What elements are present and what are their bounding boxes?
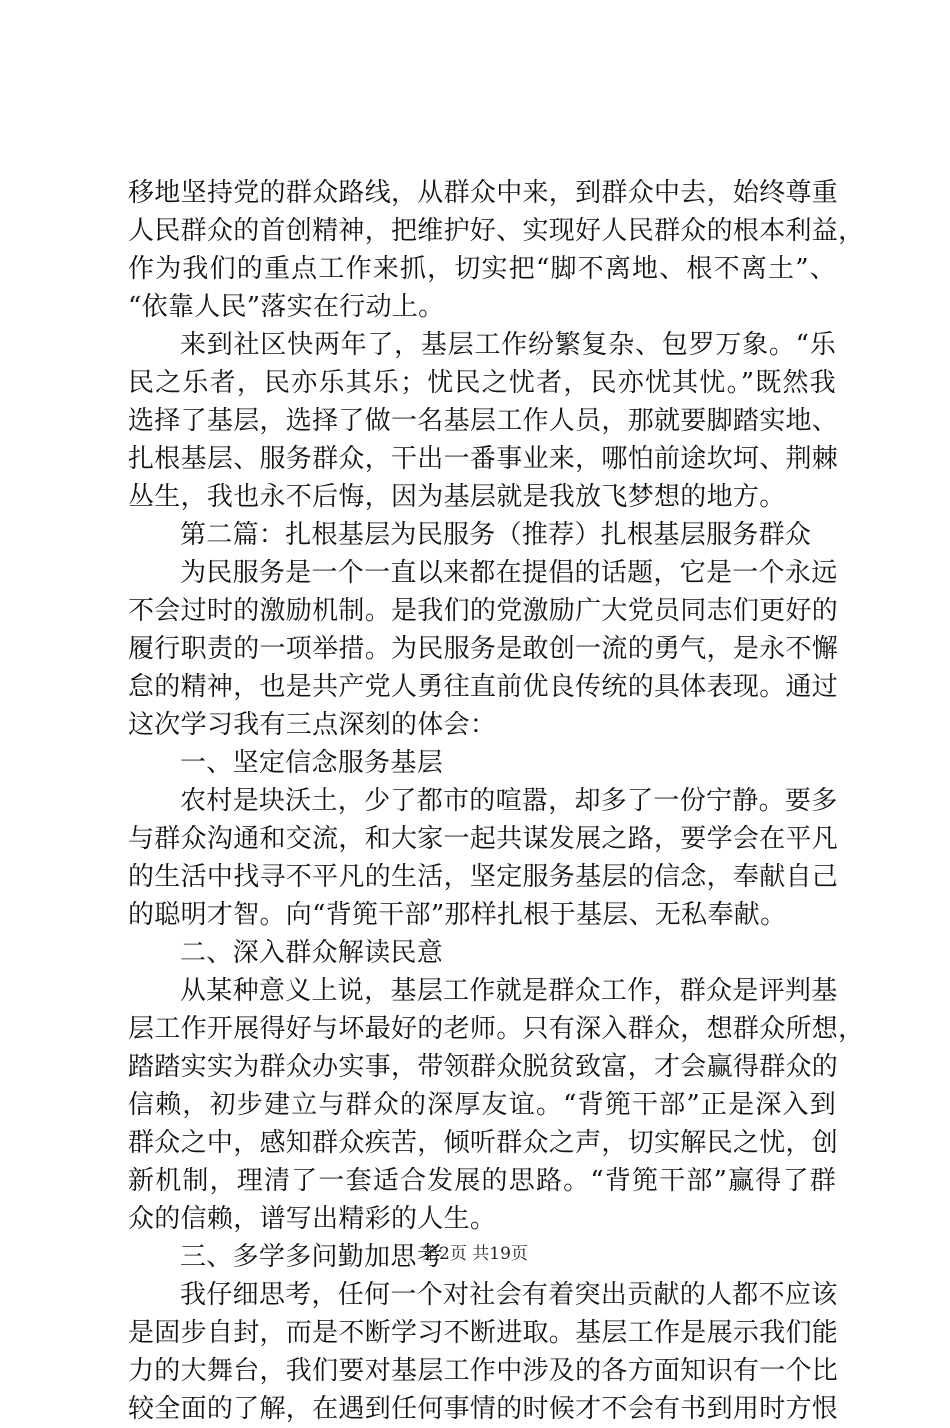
- text-line: 二、深入群众解读民意: [180, 938, 444, 968]
- text-line: 不会过时的激励机制。是我们的党激励广大党员同志们更好的: [128, 596, 839, 626]
- text-line: 信赖，初步建立与群众的深厚友谊。“背篼干部”正是深入到: [128, 1090, 836, 1120]
- text-line: 的聪明才智。向“背篼干部”那样扎根于基层、无私奉献。: [128, 900, 787, 930]
- document-body: [128, 174, 865, 1428]
- text-line: “依靠人民”落实在行动上。: [128, 292, 445, 322]
- text-line: 丛生，我也永不后悔，因为基层就是我放飞梦想的地方。: [128, 482, 786, 512]
- text-line: 踏踏实实为群众办实事，带领群众脱贫致富，才会赢得群众的: [128, 1052, 839, 1082]
- text-line: 为民服务是一个一直以来都在提倡的话题，它是一个永远: [180, 558, 838, 588]
- text-line: 是固步自封，而是不断学习不断进取。基层工作是展示我们能: [128, 1318, 839, 1348]
- text-line: 移地坚持党的群众路线，从群众中来，到群众中去，始终尊重: [128, 178, 839, 208]
- text-line: 一、坚定信念服务基层: [180, 748, 444, 778]
- page-footer: 第2页 共19页: [422, 1244, 528, 1264]
- text-line: 农村是块沃土，少了都市的喧嚣，却多了一份宁静。要多: [180, 786, 838, 816]
- text-line: 群众之中，感知群众疾苦，倾听群众之声，切实解民之忧，创: [128, 1128, 839, 1158]
- text-line: 人民群众的首创精神，把维护好、实现好人民群众的根本利益，: [128, 216, 865, 246]
- text-line: 层工作开展得好与坏最好的老师。只有深入群众，想群众所想，: [128, 1014, 865, 1044]
- text-line: 怠的精神，也是共产党人勇往直前优良传统的具体表现。通过: [128, 672, 839, 702]
- text-line: 的生活中找寻不平凡的生活，坚定服务基层的信念，奉献自己: [128, 862, 839, 892]
- text-line: 履行职责的一项举措。为民服务是敢创一流的勇气，是永不懈: [128, 634, 839, 664]
- text-line: 第二篇：扎根基层为民服务（推荐）扎根基层服务群众: [180, 520, 812, 550]
- text-line: 众的信赖，谱写出精彩的人生。: [128, 1204, 497, 1234]
- text-line: 作为我们的重点工作来抓，切实把“脚不离地、根不离土”、: [128, 254, 836, 284]
- text-line: 新机制，理清了一套适合发展的思路。“背篼干部”赢得了群: [128, 1166, 836, 1196]
- text-line: 我仔细思考，任何一个对社会有着突出贡献的人都不应该: [180, 1280, 838, 1310]
- text-line: 与群众沟通和交流，和大家一起共谋发展之路，要学会在平凡: [128, 824, 839, 854]
- text-line: 来到社区快两年了，基层工作纷繁复杂、包罗万象。“乐: [180, 330, 836, 360]
- text-line: 从某种意义上说，基层工作就是群众工作，群众是评判基: [180, 976, 838, 1006]
- text-line: 三、多学多问勤加思考: [180, 1242, 444, 1272]
- text-line: 力的大舞台，我们要对基层工作中涉及的各方面知识有一个比: [128, 1356, 839, 1386]
- text-line: 扎根基层、服务群众，干出一番事业来，哪怕前途坎坷、荆棘: [128, 444, 839, 474]
- text-line: 较全面的了解，在遇到任何事情的时候才不会有书到用时方恨: [128, 1394, 839, 1424]
- text-line: 选择了基层，选择了做一名基层工作人员，那就要脚踏实地、: [128, 406, 839, 436]
- text-line: 民之乐者，民亦乐其乐；忧民之忧者，民亦忧其忧。”既然我: [128, 368, 836, 398]
- text-line: 这次学习我有三点深刻的体会：: [128, 710, 497, 740]
